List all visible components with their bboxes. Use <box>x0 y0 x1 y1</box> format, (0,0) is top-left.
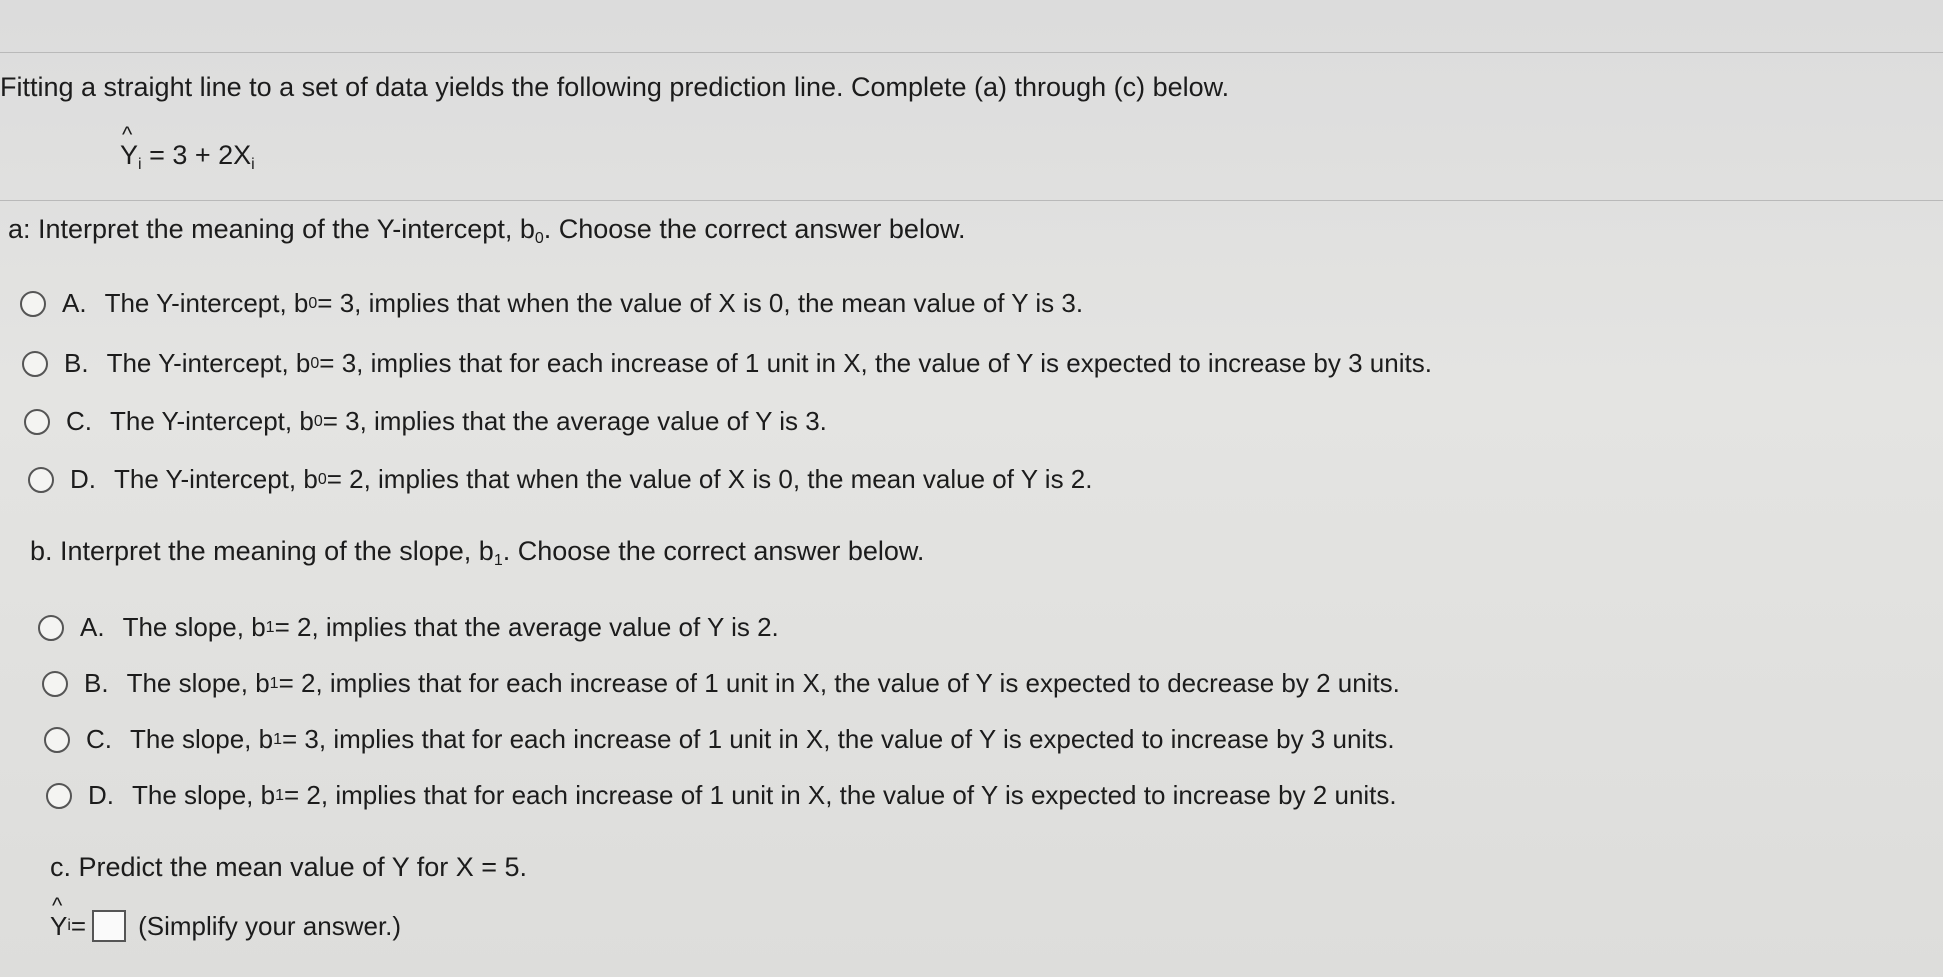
eq-sub: i <box>138 156 142 173</box>
part-b-prompt-text: b. Interpret the meaning of the slope, b <box>30 536 494 566</box>
prediction-equation <box>120 140 255 174</box>
answer-equals: = <box>70 910 87 941</box>
part-b-option-b[interactable] <box>42 668 1400 699</box>
question-intro: Fitting a straight line to a set of data yields the following prediction line. Complete (a) through (c) below. <box>0 72 1230 102</box>
option-text-tail: = 2, implies that for each increase of 1 unit in X, the value of Y is expected to decrease by 2 units. <box>278 668 1400 698</box>
option-text: The Y-intercept, b <box>110 406 314 436</box>
option-sub: 0 <box>308 294 318 312</box>
option-sub: 1 <box>269 674 279 692</box>
option-text: The Y-intercept, b <box>114 464 318 494</box>
option-letter: A. <box>80 612 105 642</box>
y-hat: ^ Y <box>50 911 67 942</box>
option-sub: 0 <box>317 470 327 488</box>
option-sub: 1 <box>273 730 282 748</box>
part-b-prompt-tail: . Choose the correct answer below. <box>502 536 925 566</box>
radio-button[interactable] <box>44 727 70 753</box>
option-text-tail: = 3, implies that when the value of X is 0, the mean value of Y is 3. <box>317 288 1084 318</box>
option-text-tail: = 2, implies that the average value of Y is 2. <box>274 612 779 642</box>
part-b-option-c[interactable] <box>44 724 1395 755</box>
top-divider <box>0 52 1943 53</box>
option-sub: 0 <box>313 412 323 430</box>
option-text-tail: = 3, implies that for each increase of 1 unit in X, the value of Y is expected to increase by 3 units. <box>319 348 1432 378</box>
option-text-tail: = 3, implies that for each increase of 1 unit in X, the value of Y is expected to increase by 3 units. <box>282 724 1395 754</box>
option-text: The slope, b <box>130 724 274 754</box>
option-letter: D. <box>70 464 96 494</box>
eq-mid: = 3 + 2X <box>141 140 252 170</box>
option-text-tail: = 2, implies that for each increase of 1 unit in X, the value of Y is expected to increase by 2 units. <box>284 780 1397 810</box>
option-sub: 1 <box>275 786 284 804</box>
part-a-prompt-sub: 0 <box>534 230 544 247</box>
part-a-option-a[interactable] <box>20 288 1083 319</box>
part-a-option-d[interactable] <box>28 464 1093 495</box>
eq-sub2: i <box>251 156 255 173</box>
option-sub: 1 <box>265 618 275 636</box>
option-text-tail: = 2, implies that when the value of X is 0, the mean value of Y is 2. <box>326 464 1093 494</box>
radio-button[interactable] <box>28 467 54 493</box>
option-text-tail: = 3, implies that the average value of Y is 3. <box>322 406 827 436</box>
part-b-option-d[interactable] <box>46 780 1397 811</box>
section-divider <box>0 200 1943 201</box>
option-letter: B. <box>84 668 109 698</box>
simplify-hint: (Simplify your answer.) <box>138 910 402 941</box>
radio-button[interactable] <box>42 671 68 697</box>
option-letter: D. <box>88 780 114 810</box>
part-b-option-a[interactable] <box>38 612 779 643</box>
option-sub: 0 <box>310 354 320 372</box>
part-c-answer-row <box>50 910 401 942</box>
option-text: The slope, b <box>126 668 270 698</box>
radio-button[interactable] <box>22 351 48 377</box>
part-a-prompt <box>8 214 965 248</box>
radio-button[interactable] <box>38 615 64 641</box>
option-letter: C. <box>66 406 92 436</box>
y-hat: ^ Y <box>120 140 138 171</box>
part-b-prompt <box>30 536 924 570</box>
part-c-prompt: c. Predict the mean value of Y for X = 5. <box>50 852 528 882</box>
part-a-prompt-tail: . Choose the correct answer below. <box>543 214 966 244</box>
option-text: The slope, b <box>132 780 276 810</box>
part-a-option-c[interactable] <box>24 406 827 437</box>
part-b-prompt-sub: 1 <box>493 552 503 569</box>
option-text: The Y-intercept, b <box>104 288 309 318</box>
option-text: The slope, b <box>122 612 266 642</box>
answer-input[interactable] <box>92 910 126 942</box>
option-letter: C. <box>86 724 112 754</box>
option-text: The Y-intercept, b <box>106 348 311 378</box>
option-letter: B. <box>64 348 89 378</box>
part-a-prompt-text: a: Interpret the meaning of the Y-intercept, b <box>8 214 535 244</box>
radio-button[interactable] <box>20 291 46 317</box>
option-letter: A. <box>62 288 87 318</box>
radio-button[interactable] <box>24 409 50 435</box>
radio-button[interactable] <box>46 783 72 809</box>
answer-sub: i <box>67 917 71 934</box>
part-a-option-b[interactable] <box>22 348 1432 379</box>
